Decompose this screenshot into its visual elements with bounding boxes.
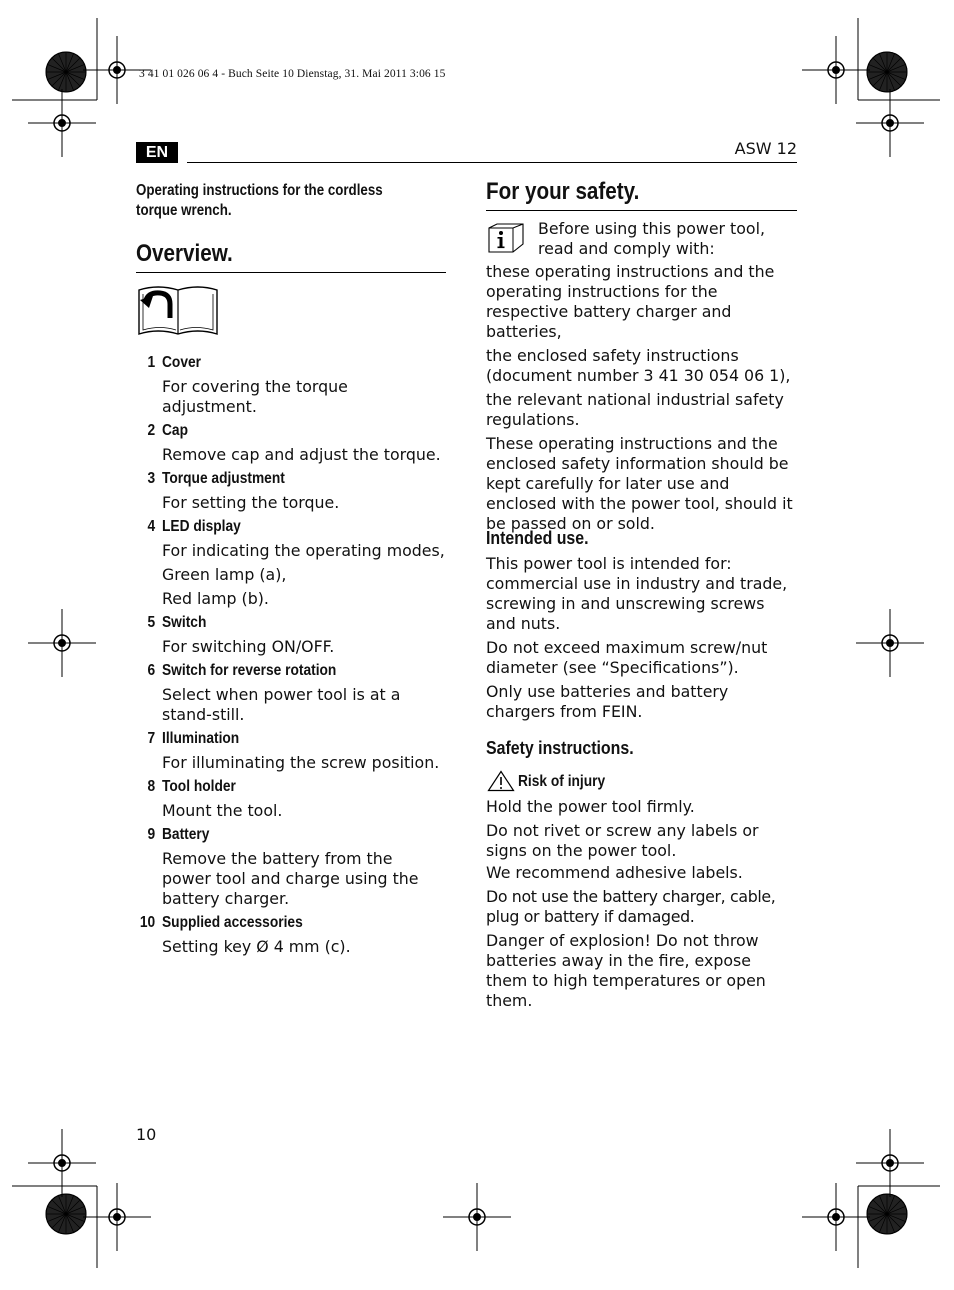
warning-triangle-icon <box>487 770 515 792</box>
intro-text: Operating instructions for the cordless torque wrench. <box>136 182 383 219</box>
overview-item: 6 Switch for reverse rotation Select when power tool is at a stand-still. <box>147 662 401 724</box>
overview-item: 4 LED display For indicating the operating modes, Green lamp (a), Red lamp (b). <box>147 518 445 608</box>
overview-item: 8 Tool holder Mount the tool. <box>147 778 283 820</box>
overview-list <box>136 353 446 957</box>
overview-item: 1 Cover For covering the torque adjustment. <box>147 354 348 416</box>
overview-heading: Overview. <box>136 240 233 267</box>
risk-of-injury-label: Risk of injury <box>518 773 606 790</box>
open-book-icon <box>136 282 220 338</box>
safety-heading: For your safety. <box>486 178 640 205</box>
overview-item: 9 Battery Remove the battery from the power tool and charge using the battery charger. <box>147 826 419 908</box>
overview-rule <box>136 272 446 273</box>
overview-item: 5 Switch For switching ON/OFF. <box>147 614 335 656</box>
print-slug: 3 41 01 026 06 4 - Buch Seite 10 Dienstag, 31. Mai 2011 3:06 15 <box>139 68 446 80</box>
model-name: ASW 12 <box>734 139 797 158</box>
safety-rule <box>486 210 797 211</box>
safety-instructions-heading: Safety instructions. <box>486 737 634 758</box>
overview-item: 2 Cap Remove cap and adjust the torque. <box>147 422 441 464</box>
intended-use-heading: Intended use. <box>486 527 589 548</box>
overview-item: 7 Illumination For illuminating the screw position. <box>147 730 440 772</box>
risk-paragraphs: Hold the power tool firmly. Do not rivet or screw any labels or signs on the power tool. We recommend adhesive labels. Do not use the battery charger, cable, plug or battery if damaged. Danger of explosion! Do not throw batteries away in the fire, expose them to high temperatures or open them. <box>486 797 776 1010</box>
header-rule <box>187 162 797 163</box>
page-number: 10 <box>136 1125 157 1144</box>
intended-use-paragraphs: This power tool is intended for: commercial use in industry and trade, screwing in and unscrewing screws and nuts. Do not exceed maximum screw/nut diameter (see “Specifications”). Only use batteries and battery chargers from FEIN. <box>486 554 788 721</box>
language-badge: EN <box>136 142 178 163</box>
info-manual-icon <box>487 222 525 254</box>
overview-item: 3 Torque adjustment For setting the torque. <box>147 470 340 512</box>
safety-paragraphs: these operating instructions and the operating instructions for the respective battery charger and batteries, the enclosed safety instructions (document number 3 41 30 054 06 1), the relevant national industrial safety regulations. These operating instructions and the enclosed safety information should be kept carefully for later use and enclosed with the power tool, should it be passed on or sold. <box>486 262 793 533</box>
info-lead: Before using this power tool, read and comply with: <box>538 219 765 258</box>
overview-item: 10 Supplied accessories Setting key Ø 4 mm (c). <box>139 914 351 956</box>
